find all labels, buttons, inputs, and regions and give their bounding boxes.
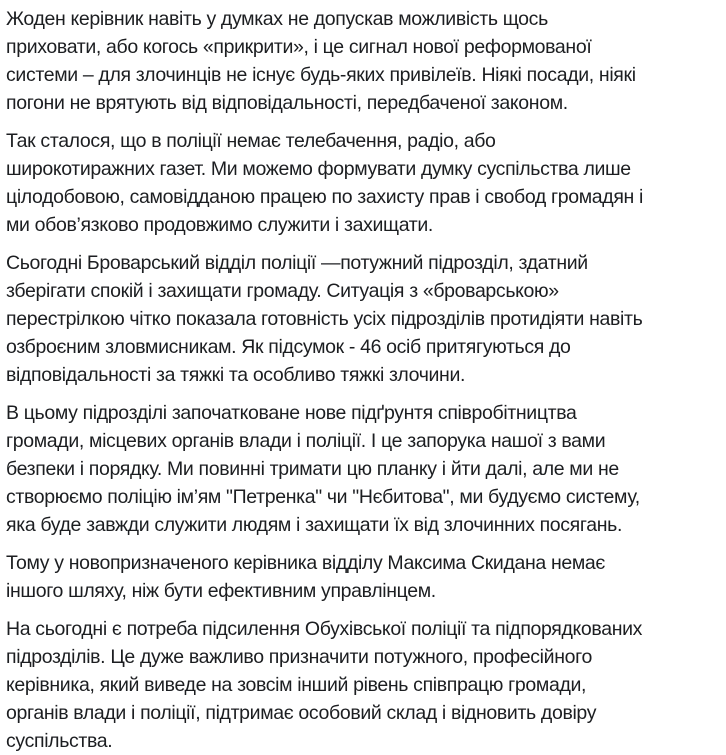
paragraph-line: Так сталося, що в поліції немає телебачення, радіо, або [6,130,496,152]
post-paragraph [6,399,726,539]
post-paragraph [6,549,726,605]
paragraph-line: цілодобовою, самовідданою працею по захисту прав і свобод громадян і [6,186,644,208]
paragraph-line: керівника, який виведе на зовсім інший рівень співпрацю громади, [6,674,587,696]
paragraph-line: іншого шляху, ніж бути ефективним управлінцем. [6,580,436,602]
paragraph-line: широкотиражних газет. Ми можемо формувати думку суспільства лише [6,158,631,180]
paragraph-line: Жоден керівник навіть у думках не допускав можливість щось [6,8,548,30]
paragraph-line: Сьогодні Броварський відділ поліції —потужний підрозділ, здатний [6,252,588,274]
paragraph-line: підрозділів. Це дуже важливо призначити потужного, професійного [6,646,592,668]
post-paragraph [6,615,726,755]
paragraph-line: Тому у новопризначеного керівника відділу Максима Скидана немає [6,552,606,574]
paragraph-line: погони не врятують від відповідальності, передбаченої законом. [6,92,568,114]
post-paragraph [6,5,726,117]
paragraph-line: відповідальності за тяжкі та особливо тяжкі злочини. [6,364,466,386]
paragraph-line: системи – для злочинців не існує будь-яких привілеїв. Ніякі посади, ніякі [6,64,636,86]
paragraph-line: В цьому підрозділі започатковане нове підґрунтя співробітництва [6,402,577,424]
paragraph-line: створюємо поліцію ім’ям "Петренка" чи "Нєбитова", ми будуємо систему, [6,486,640,508]
paragraph-line: громади, місцевих органів влади і поліції. І це запорука нашої з вами [6,430,606,452]
post-paragraph [6,127,726,239]
paragraph-line: перестрілкою чітко показала готовність усіх підрозділів протидіяти навіть [6,308,643,330]
paragraph-line: суспільства. [6,730,113,752]
paragraph-line: озброєним зловмисникам. Як підсумок - 46 осіб притягуються до [6,336,571,358]
paragraph-line: яка буде завжди служити людям і захищати їх від злочинних посягань. [6,514,623,536]
paragraph-line: зберігати спокій і захищати громаду. Ситуація з «броварською» [6,280,559,302]
paragraph-line: органів влади і поліції, підтримає особовий склад і відновить довіру [6,702,597,724]
post-paragraph [6,249,726,389]
paragraph-line: На сьогодні є потреба підсилення Обухівської поліції та підпорядкованих [6,618,643,640]
paragraph-line: приховати, або когось «прикрити», і це сигнал нової реформованої [6,36,592,58]
paragraph-line: безпеки і порядку. Ми повинні тримати цю планку і йти далі, але ми не [6,458,619,480]
paragraph-line: ми обов’язково продовжимо служити і захищати. [6,214,433,236]
